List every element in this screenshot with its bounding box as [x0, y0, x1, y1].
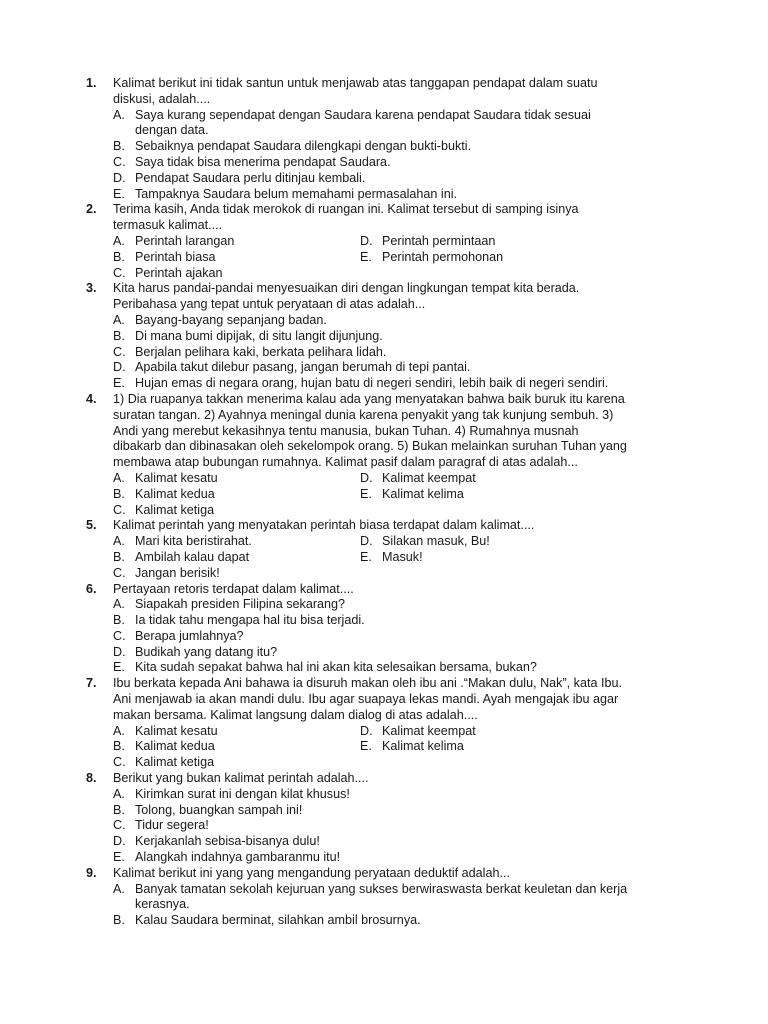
answer-option [113, 376, 683, 392]
option-row [113, 534, 686, 550]
option-text: Ia tidak tahu mengapa hal itu bisa terjadi. [135, 613, 365, 628]
option-text: Masuk! [382, 549, 423, 564]
option-letter: B. [113, 613, 125, 628]
option-row [113, 818, 686, 834]
answer-option [113, 266, 360, 282]
option-letter: E. [113, 186, 125, 201]
answer-options [113, 313, 686, 392]
option-letter: E. [360, 739, 372, 754]
answer-option [113, 471, 360, 487]
option-row [113, 155, 686, 171]
option-letter: A. [113, 534, 125, 549]
answer-option [360, 724, 660, 740]
answer-option [113, 329, 683, 345]
answer-option [113, 155, 683, 171]
option-letter: C. [113, 154, 126, 169]
option-letter: D. [113, 834, 126, 849]
option-text: Tolong, buangkan sampah ini! [135, 802, 303, 817]
answer-options [113, 534, 686, 581]
question-list [86, 76, 686, 929]
answer-option [113, 139, 683, 155]
answer-options [113, 108, 686, 203]
answer-option [113, 171, 683, 187]
option-text: Kalimat kedua [135, 739, 215, 754]
option-row [113, 882, 686, 914]
answer-option [113, 345, 683, 361]
option-row [113, 313, 686, 329]
answer-option [113, 313, 683, 329]
option-row [113, 803, 686, 819]
question-number: 7. [86, 676, 97, 691]
answer-options [113, 234, 686, 281]
question-item [86, 281, 686, 392]
option-row [113, 755, 686, 771]
option-row [113, 376, 686, 392]
option-text: Kita sudah sepakat bahwa hal ini akan kita selesaikan bersama, bukan? [135, 660, 537, 675]
option-text: Kalimat keempat [382, 723, 476, 738]
option-row [113, 171, 686, 187]
option-letter: C. [113, 628, 126, 643]
option-letter: D. [113, 170, 126, 185]
option-letter: B. [113, 328, 125, 343]
option-letter: A. [113, 786, 125, 801]
option-row [113, 739, 686, 755]
question-number: 5. [86, 518, 97, 533]
answer-option [113, 503, 360, 519]
option-letter: D. [113, 644, 126, 659]
option-text: Di mana bumi dipijak, di situ langit dijunjung. [135, 328, 383, 343]
option-text: Perintah larangan [135, 233, 235, 248]
answer-option [113, 597, 683, 613]
answer-option [113, 187, 683, 203]
option-text: Banyak tamatan sekolah kejuruan yang sukses berwiraswasta berkat keuletan dan kerja kerasnya. [135, 881, 628, 912]
option-letter: A. [113, 597, 125, 612]
option-text: Kalimat kelima [382, 739, 464, 754]
option-text: Bayang-bayang sepanjang badan. [135, 312, 327, 327]
question-number: 1. [86, 76, 97, 90]
answer-option [113, 360, 683, 376]
option-letter: A. [113, 881, 125, 896]
answer-option [113, 234, 360, 250]
option-text: Kerjakanlah sebisa-bisanya dulu! [135, 834, 320, 849]
answer-option [113, 660, 683, 676]
question-item [86, 771, 686, 866]
question-item [86, 202, 686, 281]
option-text: Mari kita beristirahat. [135, 534, 252, 549]
question-text: 1) Dia ruapanya takkan menerima kalau ada yang menyatakan bahwa baik buruk itu karena suratan tangan. 2) Ayahnya meningal dunia karena penyakit yang tak kunjung sembuh. 3) Andi yang merebut kekasihnya tentu manusia, bukan Tuhan. 4) Rumahnya musnah dibakarb dan dibinasakan oleh sekelompok orang. 5) Bukan melainkan suruhan Tuhan yang membawa atap bubungan rumahnya. Kalimat pasif dalam paragraf di atas adalah... [113, 391, 627, 470]
option-row [113, 266, 686, 282]
option-row [113, 187, 686, 203]
answer-option [113, 724, 360, 740]
question-item [86, 518, 686, 581]
option-text: Tampaknya Saudara belum memahami permasalahan ini. [135, 186, 458, 201]
option-letter: C. [113, 265, 126, 280]
option-row [113, 234, 686, 250]
answer-option [113, 645, 683, 661]
answer-option [113, 566, 360, 582]
option-text: Siapakah presiden Filipina sekarang? [135, 597, 346, 612]
option-text: Alangkah indahnya gambaranmu itu! [135, 850, 341, 865]
question-number: 4. [86, 391, 97, 406]
option-letter: B. [113, 486, 125, 501]
option-row [113, 139, 686, 155]
question-text: Kalimat berikut ini yang yang mengandung peryataan deduktif adalah... [113, 865, 510, 880]
answer-option [113, 755, 360, 771]
question-text: Pertayaan retoris terdapat dalam kalimat.... [113, 581, 354, 596]
question-item [86, 392, 686, 518]
answer-option [113, 613, 683, 629]
question-item [86, 582, 686, 677]
option-letter: E. [113, 376, 125, 391]
question-text: Kita harus pandai-pandai menyesuaikan diri dengan lingkungan tempat kita berada. Peribahasa yang tepat untuk peryataan di atas adalah... [113, 281, 580, 312]
question-text: Terima kasih, Anda tidak merokok di ruangan ini. Kalimat tersebut di samping isinya termasuk kalimat.... [113, 202, 579, 233]
answer-option [113, 787, 683, 803]
option-text: Pendapat Saudara perlu ditinjau kembali. [135, 170, 366, 185]
option-row [113, 660, 686, 676]
option-row [113, 834, 686, 850]
option-row [113, 613, 686, 629]
option-text: Budikah yang datang itu? [135, 644, 278, 659]
option-letter: E. [360, 486, 372, 501]
answer-option [113, 913, 683, 929]
question-item [86, 76, 686, 202]
answer-option [113, 850, 683, 866]
option-text: Kalimat ketiga [135, 755, 215, 770]
option-letter: C. [113, 818, 126, 833]
option-letter: C. [113, 344, 126, 359]
option-text: Perintah ajakan [135, 265, 223, 280]
answer-option [113, 550, 360, 566]
option-letter: A. [113, 723, 125, 738]
option-letter: E. [113, 850, 125, 865]
answer-option [113, 834, 683, 850]
question-number: 6. [86, 581, 97, 596]
option-text: Kalimat kelima [382, 486, 464, 501]
option-row [113, 329, 686, 345]
option-text: Hujan emas di negara orang, hujan batu di negeri sendiri, lebih baik di negeri sendiri. [135, 376, 609, 391]
option-row [113, 550, 686, 566]
option-letter: E. [360, 249, 372, 264]
answer-option [113, 882, 683, 914]
option-text: Saya tidak bisa menerima pendapat Saudara. [135, 154, 391, 169]
question-item [86, 676, 686, 771]
option-text: Kalimat keempat [382, 470, 476, 485]
option-row [113, 250, 686, 266]
option-letter: C. [113, 565, 126, 580]
question-item [86, 866, 686, 929]
option-text: Kirimkan surat ini dengan kilat khusus! [135, 786, 350, 801]
option-letter: B. [113, 739, 125, 754]
question-text: Kalimat perintah yang menyatakan perintah biasa terdapat dalam kalimat.... [113, 518, 535, 533]
option-text: Kalimat ketiga [135, 502, 215, 517]
option-text: Berapa jumlahnya? [135, 628, 244, 643]
option-text: Perintah permintaan [382, 233, 496, 248]
option-text: Tidur segera! [135, 818, 209, 833]
option-row [113, 345, 686, 361]
option-letter: C. [113, 502, 126, 517]
option-text: Ambilah kalau dapat [135, 549, 250, 564]
answer-options [113, 471, 686, 518]
answer-option [360, 250, 660, 266]
option-letter: B. [113, 249, 125, 264]
question-number: 9. [86, 865, 97, 880]
option-letter: B. [113, 139, 125, 154]
option-text: Kalimat kedua [135, 486, 215, 501]
question-text: Berikut yang bukan kalimat perintah adalah.... [113, 771, 369, 786]
option-text: Kalimat kesatu [135, 470, 218, 485]
option-letter: A. [113, 233, 125, 248]
option-row [113, 629, 686, 645]
option-row [113, 913, 686, 929]
option-row [113, 471, 686, 487]
answer-option [360, 739, 660, 755]
question-text: Kalimat berikut ini tidak santun untuk menjawab atas tanggapan pendapat dalam suatu diskusi, adalah.... [113, 76, 598, 106]
answer-options [113, 597, 686, 676]
option-letter: C. [113, 755, 126, 770]
option-row [113, 487, 686, 503]
answer-option [360, 487, 660, 503]
option-letter: D. [113, 360, 126, 375]
option-row [113, 645, 686, 661]
option-letter: E. [113, 660, 125, 675]
answer-option [360, 234, 660, 250]
option-letter: D. [360, 723, 373, 738]
option-text: Saya kurang sependapat dengan Saudara karena pendapat Saudara tidak sesuai dengan data. [135, 107, 591, 138]
answer-option [360, 534, 660, 550]
option-text: Jangan berisik! [135, 565, 220, 580]
answer-options [113, 882, 686, 929]
option-letter: D. [360, 470, 373, 485]
answer-option [360, 471, 660, 487]
answer-option [113, 250, 360, 266]
option-letter: B. [113, 913, 125, 928]
question-number: 8. [86, 771, 97, 786]
question-number: 3. [86, 281, 97, 296]
option-row [113, 850, 686, 866]
option-text: Perintah biasa [135, 249, 216, 264]
option-row [113, 108, 686, 140]
option-text: Apabila takut dilebur pasang, jangan berumah di tepi pantai. [135, 360, 471, 375]
option-row [113, 503, 686, 519]
answer-option [113, 487, 360, 503]
answer-option [360, 550, 660, 566]
question-text: Ibu berkata kepada Ani bahawa ia disuruh makan oleh ibu ani .“Makan dulu, Nak”, kata Ibu. Ani menjawab ia akan mandi dulu. Ibu agar suapaya lekas mandi. Ayah mengajak ibu agar makan bersama. Kalimat langsung dalam dialog di atas adalah.... [113, 676, 622, 722]
option-letter: A. [113, 312, 125, 327]
option-row [113, 787, 686, 803]
answer-option [113, 818, 683, 834]
answer-option [113, 803, 683, 819]
option-row [113, 724, 686, 740]
option-row [113, 597, 686, 613]
answer-option [113, 534, 360, 550]
answer-option [113, 108, 683, 140]
option-row [113, 566, 686, 582]
option-letter: A. [113, 107, 125, 122]
question-number: 2. [86, 202, 97, 217]
option-letter: D. [360, 233, 373, 248]
option-text: Perintah permohonan [382, 249, 504, 264]
answer-options [113, 787, 686, 866]
option-text: Kalau Saudara berminat, silahkan ambil brosurnya. [135, 913, 421, 928]
option-row [113, 360, 686, 376]
option-text: Silakan masuk, Bu! [382, 534, 490, 549]
option-letter: B. [113, 802, 125, 817]
option-letter: B. [113, 549, 125, 564]
option-letter: D. [360, 534, 373, 549]
answer-option [113, 629, 683, 645]
option-text: Berjalan pelihara kaki, berkata pelihara lidah. [135, 344, 387, 359]
option-letter: E. [360, 549, 372, 564]
answer-options [113, 724, 686, 771]
option-letter: A. [113, 470, 125, 485]
option-text: Sebaiknya pendapat Saudara dilengkapi dengan bukti-bukti. [135, 139, 472, 154]
answer-option [113, 739, 360, 755]
option-text: Kalimat kesatu [135, 723, 218, 738]
